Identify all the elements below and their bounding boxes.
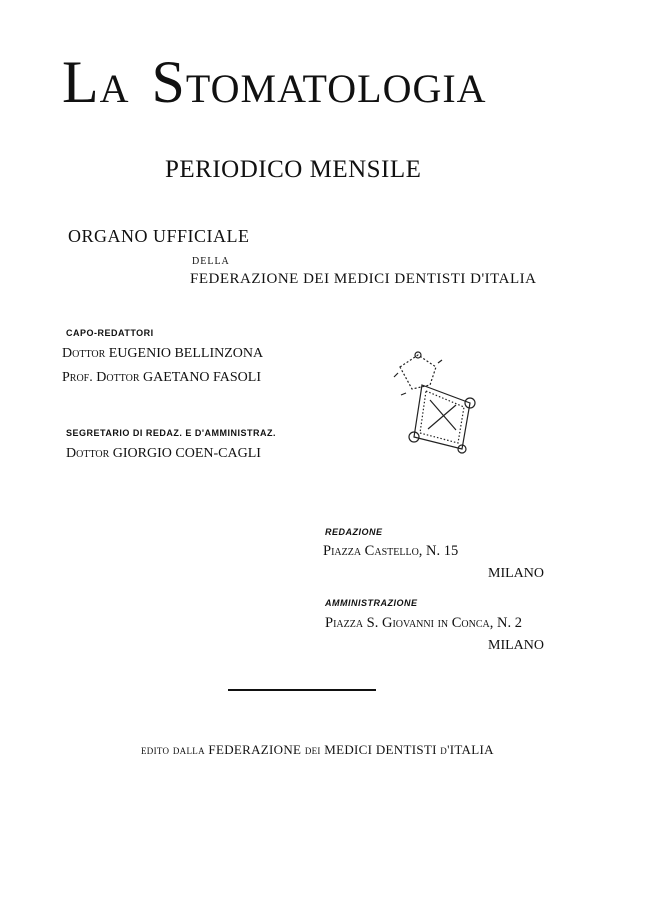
della-label: DELLA [192,256,230,267]
amministrazione-label: AMMINISTRAZIONE [325,598,418,608]
editor-2 [62,370,261,386]
redazione-city: MILANO [488,566,544,581]
organo-ufficiale: ORGANO UFFICIALE [68,226,250,246]
title-rest-a: A [99,66,130,111]
capo-redattori-label: CAPO-REDATTORI [66,328,154,338]
federazione-name: FEDERAZIONE DEI MEDICI DENTISTI D'ITALIA [190,271,537,287]
segretario-name: GIORGIO COEN-CAGLI [112,446,261,461]
editor-1-name: EUGENIO BELLINZONA [108,346,264,361]
segretario-label: SEGRETARIO DI REDAZ. E D'AMMINISTRAZ. [66,428,276,438]
title-rest-stomatologia: TOMATOLOGIA [185,66,487,111]
segretario [66,446,261,462]
editor-1 [62,346,263,362]
editor-1-title: Dottor [62,346,106,361]
subtitle: PERIODICO MENSILE [165,156,422,183]
segretario-title: Dottor [66,446,110,461]
redazione-label: REDAZIONE [325,527,383,537]
editor-2-name: GAETANO FASOLI [143,370,262,385]
library-stamp [378,345,488,470]
redazione-address: Piazza Castello, N. 15 [323,543,459,559]
title-initial-s: S [151,49,186,115]
amministrazione-address: Piazza S. Giovanni in Conca, N. 2 [325,615,522,631]
title-initial-l: L [62,49,100,115]
publisher-footer: edito dalla FEDERAZIONE dei MEDICI DENTISTI d'ITALIA [141,742,494,757]
amministrazione-city: MILANO [488,638,544,653]
divider-rule [228,689,376,691]
journal-title [62,49,487,115]
editor-2-title: Prof. Dottor [62,370,140,385]
